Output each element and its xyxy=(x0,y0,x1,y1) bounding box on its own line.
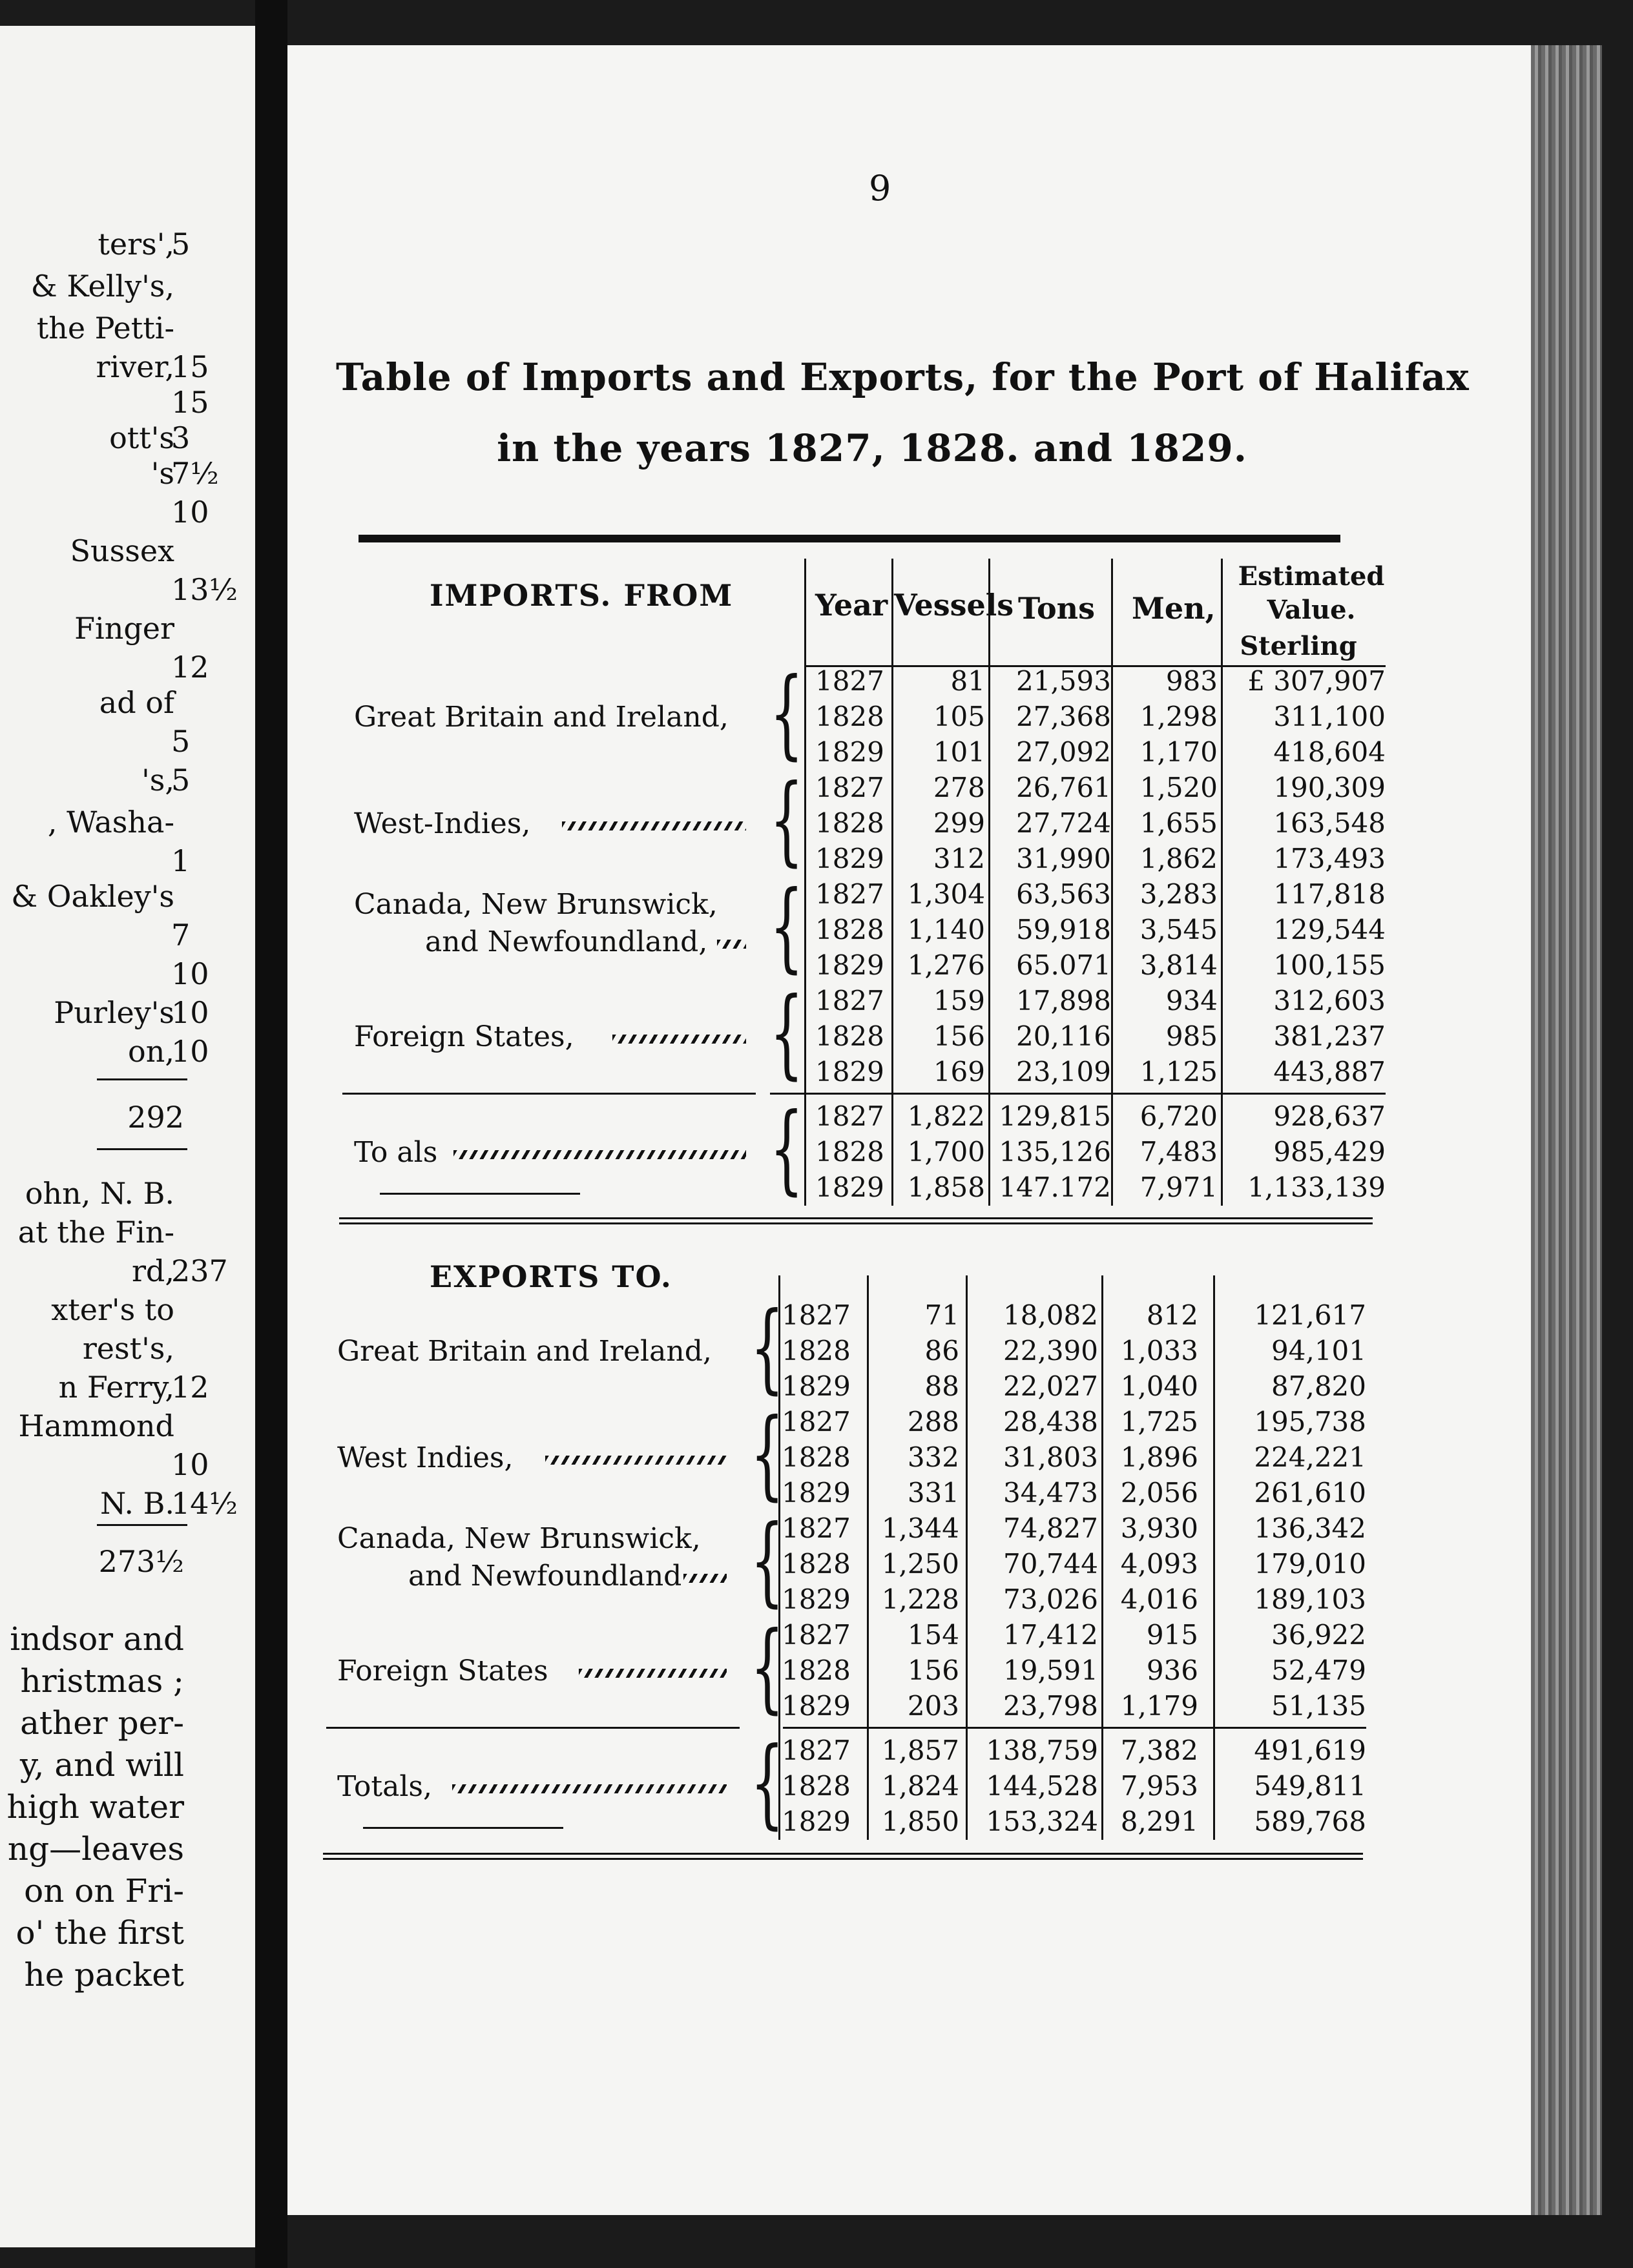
men-cell: 1,298 xyxy=(1139,701,1218,732)
value-cell: 129,544 xyxy=(1273,914,1386,945)
facing-page xyxy=(0,26,255,2247)
facing-line-text: ad of xyxy=(99,685,174,720)
vessels-cell: 71 xyxy=(924,1299,959,1331)
facing-line-text: , Washa- xyxy=(47,805,174,840)
region-label: Foreign States xyxy=(337,1655,548,1687)
vessels-cell: 312 xyxy=(933,843,985,874)
total-value-cell: 1,133,139 xyxy=(1247,1171,1386,1203)
leader-dots xyxy=(545,1456,727,1465)
header-rule xyxy=(804,665,1386,667)
totals-under-rule xyxy=(363,1827,563,1829)
value-cell: 312,603 xyxy=(1273,985,1386,1016)
vessels-cell: 81 xyxy=(950,665,985,697)
label-rule xyxy=(326,1727,740,1729)
facing-line-text: rest's, xyxy=(82,1331,174,1366)
value-cell: 121,617 xyxy=(1254,1299,1366,1331)
value-cell: 311,100 xyxy=(1273,701,1386,732)
vessels-cell: 105 xyxy=(933,701,985,732)
men-cell: 2,056 xyxy=(1120,1477,1198,1509)
value-header-2: Value. xyxy=(1267,595,1356,625)
tons-cell: 63,563 xyxy=(1016,878,1111,910)
year-cell: 1829 xyxy=(815,736,884,768)
vessels-cell: 101 xyxy=(933,736,985,768)
year-cell: 1827 xyxy=(815,772,884,803)
total-year-cell: 1828 xyxy=(815,1136,884,1168)
book-spine xyxy=(255,0,287,2268)
facing-line-text: ters', xyxy=(98,227,174,262)
top-thick-rule xyxy=(359,535,1340,542)
bottom-double-rule xyxy=(323,1853,1363,1860)
group-brace: { xyxy=(769,977,804,1089)
facing-line-text: he packet xyxy=(24,1956,184,1994)
group-brace: { xyxy=(750,1727,784,1839)
vessels-cell: 154 xyxy=(907,1619,959,1651)
tons-cell: 34,473 xyxy=(1003,1477,1098,1509)
year-cell: 1829 xyxy=(815,843,884,874)
facing-line-text: xter's to xyxy=(51,1292,174,1327)
facing-line-text: ohn, N. B. xyxy=(25,1176,174,1211)
men-cell: 1,862 xyxy=(1139,843,1218,874)
facing-line-number: 5 xyxy=(171,763,191,798)
facing-line-text: Purley's xyxy=(54,995,174,1030)
value-cell: 190,309 xyxy=(1273,772,1386,803)
men-cell: 1,033 xyxy=(1120,1335,1198,1366)
facing-line-number: 10 xyxy=(171,995,209,1030)
men-cell: 4,093 xyxy=(1120,1548,1198,1580)
facing-line-number: 10 xyxy=(171,1034,209,1069)
value-cell: 52,479 xyxy=(1271,1655,1366,1686)
year-cell: 1828 xyxy=(815,701,884,732)
column-rule xyxy=(1213,1275,1215,1840)
facing-sum-rule xyxy=(97,1078,187,1080)
total-vessels-cell: 1,857 xyxy=(881,1735,959,1766)
year-cell: 1828 xyxy=(782,1655,851,1686)
men-cell: 4,016 xyxy=(1120,1583,1198,1615)
total-tons-cell: 129,815 xyxy=(999,1100,1111,1132)
vessels-cell: 203 xyxy=(907,1690,959,1722)
total-value-cell: 491,619 xyxy=(1254,1735,1366,1766)
year-cell: 1827 xyxy=(782,1619,851,1651)
leader-dots xyxy=(579,1669,727,1678)
column-rule xyxy=(988,559,990,1206)
total-men-cell: 7,382 xyxy=(1120,1735,1198,1766)
value-cell: 443,887 xyxy=(1273,1056,1386,1088)
facing-line-text: 's xyxy=(151,456,174,491)
year-cell: 1827 xyxy=(782,1299,851,1331)
tons-cell: 70,744 xyxy=(1003,1548,1098,1580)
vessels-cell: 1,140 xyxy=(907,914,985,945)
facing-line-number: 5 xyxy=(171,724,191,759)
facing-line-text: Finger xyxy=(74,611,174,646)
year-cell: 1828 xyxy=(782,1335,851,1366)
tons-cell: 27,368 xyxy=(1016,701,1111,732)
region-label: and Newfoundland, xyxy=(425,925,708,958)
men-cell: 915 xyxy=(1146,1619,1198,1651)
vessels-cell: 156 xyxy=(907,1655,959,1686)
facing-line-text: at the Fin- xyxy=(17,1215,174,1250)
table-subtitle: in the years 1827, 1828. and 1829. xyxy=(497,426,1247,470)
year-header: Year xyxy=(815,588,888,623)
total-value-cell: 589,768 xyxy=(1254,1806,1366,1837)
value-header-1: Estimated xyxy=(1238,561,1385,592)
facing-line-text: on, xyxy=(128,1034,174,1069)
tons-cell: 21,593 xyxy=(1016,665,1111,697)
total-vessels-cell: 1,822 xyxy=(907,1100,985,1132)
vessels-cell: 159 xyxy=(933,985,985,1016)
facing-line-number: 12 xyxy=(171,650,209,685)
value-cell: 117,818 xyxy=(1273,878,1386,910)
region-label: Great Britain and Ireland, xyxy=(354,701,729,734)
tons-cell: 26,761 xyxy=(1016,772,1111,803)
value-cell: 418,604 xyxy=(1273,736,1386,768)
group-brace: { xyxy=(750,1398,784,1510)
tons-cell: 17,412 xyxy=(1003,1619,1098,1651)
total-tons-cell: 144,528 xyxy=(986,1770,1098,1802)
year-cell: 1829 xyxy=(782,1583,851,1615)
facing-line-number: 10 xyxy=(171,956,209,991)
facing-line-number: 10 xyxy=(171,1447,209,1482)
vessels-cell: 156 xyxy=(933,1020,985,1052)
men-cell: 812 xyxy=(1146,1299,1198,1331)
page-edge xyxy=(1531,45,1602,2215)
men-cell: 1,725 xyxy=(1120,1406,1198,1438)
tons-cell: 23,109 xyxy=(1016,1056,1111,1088)
region-label: West-Indies, xyxy=(354,807,531,840)
tons-cell: 31,990 xyxy=(1016,843,1111,874)
tons-cell: 74,827 xyxy=(1003,1512,1098,1544)
year-cell: 1827 xyxy=(815,665,884,697)
facing-line-number: 14½ xyxy=(171,1486,238,1521)
facing-line-text: indsor and xyxy=(10,1620,184,1658)
facing-line-text: ather per- xyxy=(20,1704,184,1742)
year-cell: 1827 xyxy=(782,1406,851,1438)
group-brace: { xyxy=(769,1093,804,1205)
men-cell: 934 xyxy=(1165,985,1218,1016)
group-brace: { xyxy=(769,764,804,876)
tons-cell: 19,591 xyxy=(1003,1655,1098,1686)
total-year-cell: 1828 xyxy=(782,1770,851,1802)
page-number: 9 xyxy=(869,168,891,209)
facing-line-text: n Ferry, xyxy=(58,1370,174,1405)
total-value-cell: 549,811 xyxy=(1254,1770,1366,1802)
value-header-3: Sterling xyxy=(1240,631,1357,661)
facing-line-text: river, xyxy=(96,349,174,384)
facing-line-text: ng—leaves xyxy=(7,1830,184,1868)
region-label: and Newfoundland xyxy=(408,1560,682,1593)
leader-dots xyxy=(683,1574,727,1583)
men-header: Men, xyxy=(1132,591,1216,626)
column-rule xyxy=(966,1275,968,1840)
total-men-cell: 7,483 xyxy=(1139,1136,1218,1168)
facing-line-text: & Oakley's xyxy=(11,879,174,914)
vessels-cell: 332 xyxy=(907,1441,959,1473)
tons-cell: 22,390 xyxy=(1003,1335,1098,1366)
totals-rule xyxy=(783,1727,1366,1729)
year-cell: 1827 xyxy=(815,985,884,1016)
value-cell: £ 307,907 xyxy=(1247,665,1386,697)
facing-line-text: Sussex xyxy=(70,533,174,568)
men-cell: 3,283 xyxy=(1139,878,1218,910)
total-tons-cell: 135,126 xyxy=(999,1136,1111,1168)
region-label: Canada, New Brunswick, xyxy=(354,888,718,921)
facing-line-text: rd, xyxy=(131,1253,174,1288)
totals-label: Totals, xyxy=(337,1770,432,1803)
total-vessels-cell: 1,850 xyxy=(881,1806,959,1837)
facing-sum-rule xyxy=(97,1148,187,1150)
total-year-cell: 1829 xyxy=(782,1806,851,1837)
total-year-cell: 1827 xyxy=(815,1100,884,1132)
leader-dots xyxy=(452,1784,727,1793)
total-tons-cell: 147.172 xyxy=(999,1171,1111,1203)
year-cell: 1828 xyxy=(782,1441,851,1473)
year-cell: 1827 xyxy=(782,1512,851,1544)
year-cell: 1827 xyxy=(815,878,884,910)
value-cell: 195,738 xyxy=(1254,1406,1366,1438)
men-cell: 1,520 xyxy=(1139,772,1218,803)
value-cell: 94,101 xyxy=(1271,1335,1366,1366)
vessels-cell: 331 xyxy=(907,1477,959,1509)
total-men-cell: 7,953 xyxy=(1120,1770,1198,1802)
total-tons-cell: 138,759 xyxy=(986,1735,1098,1766)
region-label: West Indies, xyxy=(337,1441,514,1474)
table-title: Table of Imports and Exports, for the Port of Halifax xyxy=(336,355,1470,399)
exports-header: EXPORTS TO. xyxy=(430,1259,672,1294)
facing-line-number: 13½ xyxy=(171,572,238,607)
group-brace: { xyxy=(750,1505,784,1617)
total-men-cell: 8,291 xyxy=(1120,1806,1198,1837)
tons-cell: 17,898 xyxy=(1016,985,1111,1016)
column-rule xyxy=(891,559,893,1206)
vessels-cell: 288 xyxy=(907,1406,959,1438)
vessels-cell: 1,304 xyxy=(907,878,985,910)
total-vessels-cell: 1,700 xyxy=(907,1136,985,1168)
vessels-cell: 88 xyxy=(924,1370,959,1402)
men-cell: 936 xyxy=(1146,1655,1198,1686)
tons-cell: 73,026 xyxy=(1003,1583,1098,1615)
facing-line-text: & Kelly's, xyxy=(30,269,174,304)
value-cell: 261,610 xyxy=(1254,1477,1366,1509)
year-cell: 1828 xyxy=(782,1548,851,1580)
facing-line-number: 1 xyxy=(171,843,191,878)
column-rule xyxy=(867,1275,869,1840)
group-brace: { xyxy=(769,871,804,983)
column-rule xyxy=(1221,559,1223,1206)
facing-line-text: the Petti- xyxy=(36,311,174,345)
value-cell: 189,103 xyxy=(1254,1583,1366,1615)
year-cell: 1828 xyxy=(815,1020,884,1052)
value-cell: 381,237 xyxy=(1273,1020,1386,1052)
value-cell: 179,010 xyxy=(1254,1548,1366,1580)
men-cell: 985 xyxy=(1165,1020,1218,1052)
vessels-header: Vessels xyxy=(894,588,1014,623)
tons-cell: 27,092 xyxy=(1016,736,1111,768)
leader-dots xyxy=(453,1150,746,1159)
facing-line-number: 15 xyxy=(171,349,209,384)
total-value-cell: 928,637 xyxy=(1273,1100,1386,1132)
facing-line-number: 12 xyxy=(171,1370,209,1405)
year-cell: 1829 xyxy=(782,1477,851,1509)
men-cell: 1,125 xyxy=(1139,1056,1218,1088)
year-cell: 1828 xyxy=(815,914,884,945)
tons-header: Tons xyxy=(1018,591,1095,626)
tons-cell: 31,803 xyxy=(1003,1441,1098,1473)
year-cell: 1828 xyxy=(815,807,884,839)
totals-label: To als xyxy=(354,1136,438,1169)
tons-cell: 27,724 xyxy=(1016,807,1111,839)
facing-line-number: 3 xyxy=(171,420,191,455)
vessels-cell: 1,250 xyxy=(881,1548,959,1580)
value-cell: 100,155 xyxy=(1273,949,1386,981)
value-cell: 51,135 xyxy=(1271,1690,1366,1722)
facing-line-text: Hammond xyxy=(18,1408,174,1443)
year-cell: 1829 xyxy=(782,1690,851,1722)
facing-line-text: on on Fri- xyxy=(24,1872,184,1910)
men-cell: 1,655 xyxy=(1139,807,1218,839)
men-cell: 1,896 xyxy=(1120,1441,1198,1473)
region-label: Foreign States, xyxy=(354,1020,574,1053)
facing-line-number: 5 xyxy=(171,227,191,262)
facing-line-text: hristmas ; xyxy=(20,1662,184,1700)
value-cell: 136,342 xyxy=(1254,1512,1366,1544)
totals-rule xyxy=(770,1093,1386,1095)
group-brace: { xyxy=(750,1292,784,1404)
leader-dots xyxy=(612,1035,746,1044)
total-men-cell: 7,971 xyxy=(1139,1171,1218,1203)
vessels-cell: 1,344 xyxy=(881,1512,959,1544)
value-cell: 163,548 xyxy=(1273,807,1386,839)
tons-cell: 23,798 xyxy=(1003,1690,1098,1722)
section-double-rule xyxy=(339,1217,1373,1224)
total-year-cell: 1827 xyxy=(782,1735,851,1766)
facing-line-text: o' the first xyxy=(16,1914,184,1952)
region-label: Great Britain and Ireland, xyxy=(337,1335,712,1368)
vessels-cell: 1,228 xyxy=(881,1583,959,1615)
label-rule xyxy=(342,1093,756,1095)
facing-total: 273½ xyxy=(98,1544,184,1579)
tons-cell: 65.071 xyxy=(1016,949,1111,981)
facing-line-text: y, and will xyxy=(19,1746,184,1784)
column-rule xyxy=(778,1275,780,1840)
total-tons-cell: 153,324 xyxy=(986,1806,1098,1837)
column-rule xyxy=(1111,559,1113,1206)
facing-line-number: 10 xyxy=(171,495,209,530)
men-cell: 1,040 xyxy=(1120,1370,1198,1402)
imports-header: IMPORTS. FROM xyxy=(430,578,734,613)
facing-sum-rule xyxy=(97,1524,187,1526)
group-brace: { xyxy=(769,657,804,770)
tons-cell: 22,027 xyxy=(1003,1370,1098,1402)
vessels-cell: 1,276 xyxy=(907,949,985,981)
tons-cell: 18,082 xyxy=(1003,1299,1098,1331)
men-cell: 3,545 xyxy=(1139,914,1218,945)
tons-cell: 28,438 xyxy=(1003,1406,1098,1438)
value-cell: 224,221 xyxy=(1254,1441,1366,1473)
region-label: Canada, New Brunswick, xyxy=(337,1522,701,1555)
tons-cell: 20,116 xyxy=(1016,1020,1111,1052)
tons-cell: 59,918 xyxy=(1016,914,1111,945)
leader-dots xyxy=(562,821,746,830)
value-cell: 36,922 xyxy=(1271,1619,1366,1651)
men-cell: 983 xyxy=(1165,665,1218,697)
vessels-cell: 169 xyxy=(933,1056,985,1088)
total-year-cell: 1829 xyxy=(815,1171,884,1203)
vessels-cell: 278 xyxy=(933,772,985,803)
total-vessels-cell: 1,858 xyxy=(907,1171,985,1203)
facing-line-number: 15 xyxy=(171,385,209,420)
facing-line-number: 7 xyxy=(171,918,191,953)
facing-line-text: ott's xyxy=(109,420,174,455)
men-cell: 1,170 xyxy=(1139,736,1218,768)
column-rule xyxy=(804,559,806,1206)
facing-total: 292 xyxy=(127,1100,184,1135)
facing-line-number: 7½ xyxy=(171,456,219,491)
group-brace: { xyxy=(750,1611,784,1724)
total-value-cell: 985,429 xyxy=(1273,1136,1386,1168)
men-cell: 3,814 xyxy=(1139,949,1218,981)
men-cell: 1,179 xyxy=(1120,1690,1198,1722)
facing-line-text: high water xyxy=(6,1788,184,1826)
facing-line-number: 237 xyxy=(171,1253,228,1288)
value-cell: 87,820 xyxy=(1271,1370,1366,1402)
year-cell: 1829 xyxy=(815,949,884,981)
value-cell: 173,493 xyxy=(1273,843,1386,874)
leader-dots xyxy=(717,940,746,949)
totals-under-rule xyxy=(380,1193,580,1195)
vessels-cell: 86 xyxy=(924,1335,959,1366)
men-cell: 3,930 xyxy=(1120,1512,1198,1544)
total-men-cell: 6,720 xyxy=(1139,1100,1218,1132)
facing-line-text: 's, xyxy=(141,763,174,798)
year-cell: 1829 xyxy=(815,1056,884,1088)
year-cell: 1829 xyxy=(782,1370,851,1402)
total-vessels-cell: 1,824 xyxy=(881,1770,959,1802)
vessels-cell: 299 xyxy=(933,807,985,839)
facing-line-text: N. B. xyxy=(100,1486,174,1521)
column-rule xyxy=(1101,1275,1103,1840)
